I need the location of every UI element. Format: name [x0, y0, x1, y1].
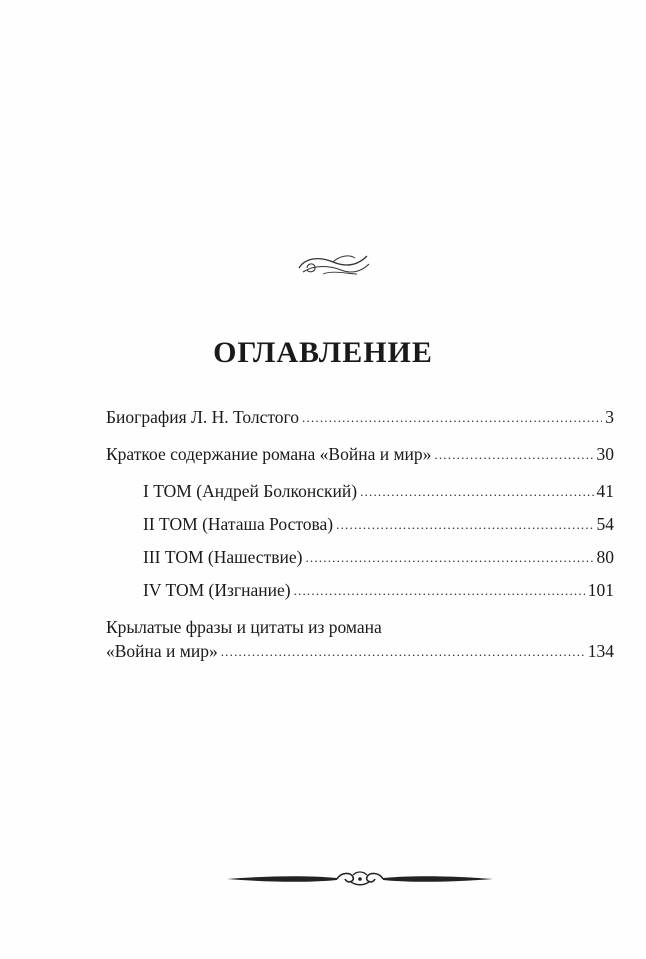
leader-dots [305, 547, 593, 569]
scroll-divider-ornament-icon [225, 866, 495, 892]
leader-dots [434, 444, 593, 466]
toc-entry-page: 41 [596, 481, 614, 501]
toc-entry-page: 30 [596, 444, 614, 464]
toc-entry-label: IV ТОМ (Изгнание) [143, 580, 291, 600]
toc-entry-volume-4[interactable] [143, 579, 614, 603]
toc-entry-label: III ТОМ (Нашествие) [143, 547, 303, 567]
toc-entry-summary[interactable] [106, 443, 614, 467]
toc-entry-label: «Война и мир» [106, 641, 218, 661]
toc-entry-volume-2[interactable] [143, 513, 614, 537]
toc-entry-page: 134 [587, 641, 614, 661]
toc-entry-page: 54 [596, 514, 614, 534]
table-of-contents-title: ОГЛАВЛЕНИЕ [213, 336, 433, 369]
leader-dots [302, 407, 602, 429]
toc-entry-biography[interactable] [106, 406, 614, 430]
toc-entry-quotes-line1[interactable]: Крылатые фразы и цитаты из романа [106, 617, 382, 637]
leader-dots [294, 580, 585, 602]
toc-entry-label: I ТОМ (Андрей Болконский) [143, 481, 358, 501]
leader-dots [360, 481, 593, 503]
flourish-ornament-icon [293, 244, 373, 284]
toc-entry-quotes[interactable] [106, 640, 614, 664]
toc-entry-page: 80 [596, 547, 614, 567]
toc-entry-page: 101 [587, 580, 614, 600]
toc-entry-label: Краткое содержание романа «Война и мир» [106, 444, 432, 464]
leader-dots [336, 514, 593, 536]
toc-entry-volume-1[interactable] [143, 480, 614, 504]
leader-dots [221, 641, 585, 663]
toc-entry-label: Биография Л. Н. Толстого [106, 407, 300, 427]
toc-entry-label: II ТОМ (Наташа Ростова) [143, 514, 334, 534]
toc-entry-page: 3 [605, 407, 614, 427]
toc-entry-volume-3[interactable] [143, 546, 614, 570]
